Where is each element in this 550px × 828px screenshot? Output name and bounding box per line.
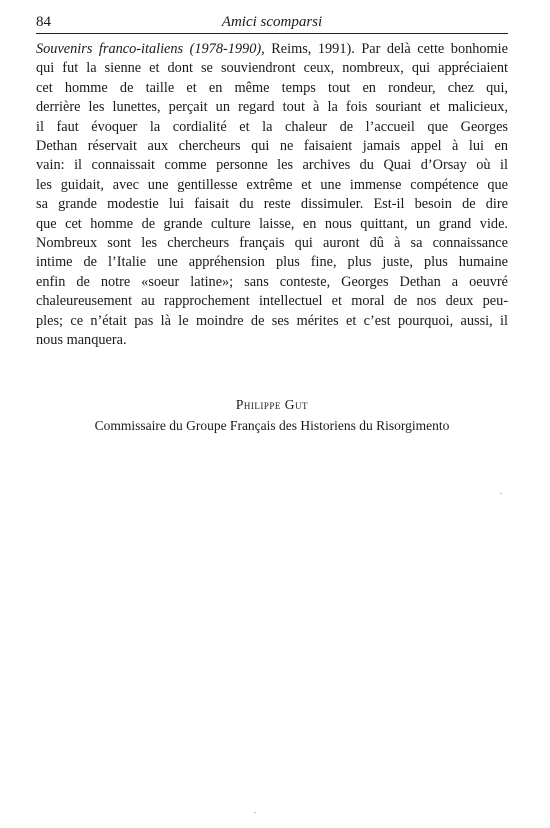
- line-text: Reims, 1991). Par delà cette bonhomie: [264, 41, 508, 57]
- line-text: les guidait, avec une gentillesse extrême et une immense compétence que: [36, 176, 508, 193]
- text-line: [36, 137, 508, 156]
- text-line: [36, 98, 508, 117]
- line-text: chaleureusement au rapprochement intellectuel et moral de nos deux peu-: [36, 293, 508, 310]
- scan-speck: [254, 812, 256, 813]
- line-text: il faut évoquer la cordialité et la chaleur de l’accueil que Georges: [36, 118, 508, 135]
- page-number: 84: [36, 14, 51, 30]
- line-text: Nombreux sont les chercheurs français qui auront dû à sa connaissance: [36, 235, 508, 252]
- page-header: [36, 13, 508, 34]
- line-text: nous manquera.: [36, 332, 127, 349]
- line-text: sa grande modestie lui faisait du reste dissimuler. Est-il besoin de dire: [36, 196, 508, 213]
- text-line: [36, 312, 508, 331]
- body-paragraph: [36, 40, 508, 351]
- text-line: [36, 118, 508, 137]
- line-text: ples; ce n’était pas là le moindre de ses mérites et c’est pourquoi, aussi, il: [36, 312, 508, 329]
- running-title: Amici scomparsi: [221, 14, 323, 30]
- line-text: enfin de notre «soeur latine»; sans conteste, Georges Dethan a oeuvré: [36, 273, 508, 290]
- text-line: [36, 59, 508, 78]
- italic-title: Souvenirs franco-italiens (1978-1990),: [36, 41, 265, 57]
- text-line: [36, 273, 508, 292]
- text-line: [36, 176, 508, 195]
- author-role: Commissaire du Groupe Français des Historiens du Risorgimento: [94, 418, 450, 433]
- line-text: cet homme de taille et en même temps tout en rondeur, chez qui,: [36, 79, 508, 96]
- text-line: [36, 156, 508, 175]
- author-name: Philippe Gut: [235, 397, 309, 412]
- line-text: intime de l’Italie une appréhension plus fine, plus juste, plus humaine: [36, 254, 508, 271]
- text-line: [36, 215, 508, 234]
- scan-speck: [500, 493, 502, 494]
- text-line: [36, 234, 508, 253]
- line-text: que cet homme de grande culture laisse, en nous quittant, un grand vide.: [36, 215, 508, 232]
- text-line: [36, 253, 508, 272]
- signature-block: [36, 395, 508, 436]
- line-text: qui fut la sienne et dont se souviendront ceux, nombreux, qui appréciaient: [36, 60, 508, 77]
- line-text: Dethan réservait aux chercheurs qui ne faisaient jamais appel à lui en: [36, 138, 508, 155]
- line-text: derrière les lunettes, perçait un regard tout à la fois souriant et malicieux,: [36, 99, 508, 116]
- text-line: [36, 79, 508, 98]
- text-line: [36, 292, 508, 311]
- text-line: [36, 195, 508, 214]
- text-line: [36, 331, 508, 350]
- text-line: [36, 40, 508, 59]
- line-text: vain: il connaissait comme personne les archives du Quai d’Orsay où il: [36, 157, 508, 174]
